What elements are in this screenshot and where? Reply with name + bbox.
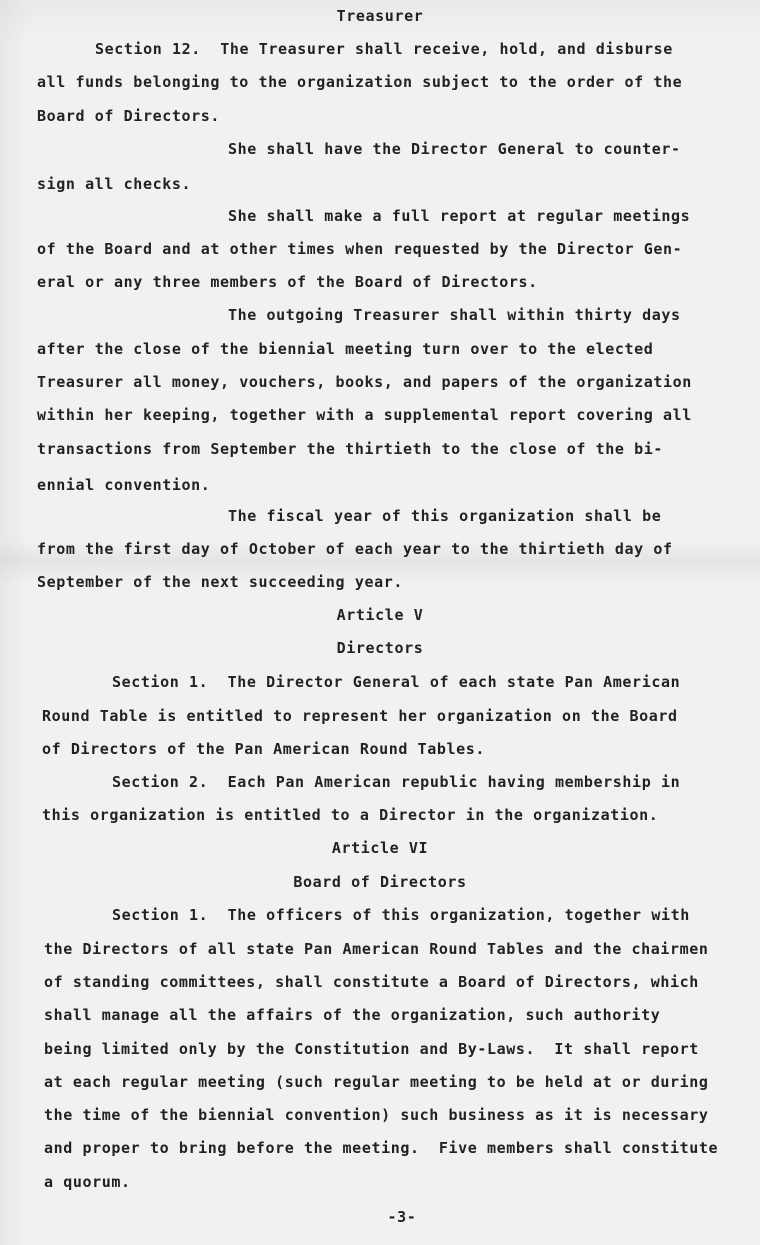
text-line: sign all checks. [37, 175, 192, 193]
text-line: September of the next succeeding year. [37, 573, 403, 591]
text-line: Treasurer all money, vouchers, books, and papers of the organization [37, 373, 692, 391]
text-line: Section 2. Each Pan American republic having membership in [112, 773, 681, 791]
text-line: all funds belonging to the organization subject to the order of the [37, 73, 683, 91]
text-line: this organization is entitled to a Director in the organization. [42, 806, 659, 824]
text-line: at each regular meeting (such regular meeting to be held at or during [44, 1073, 709, 1091]
text-line: Round Table is entitled to represent her organization on the Board [42, 707, 678, 725]
text-line: a quorum. [44, 1173, 131, 1191]
text-line: The outgoing Treasurer shall within thirty days [228, 306, 681, 324]
text-line: ennial convention. [37, 476, 211, 494]
text-line: Section 12. The Treasurer shall receive, hold, and disburse [95, 40, 673, 58]
text-line: of the Board and at other times when requested by the Director Gen- [37, 240, 683, 258]
text-line: Section 1. The Director General of each state Pan American [112, 673, 681, 691]
text-line: eral or any three members of the Board of Directors. [37, 273, 538, 291]
text-line: within her keeping, together with a supplemental report covering all [37, 406, 692, 424]
text-line: the Directors of all state Pan American Round Tables and the chairmen [44, 940, 709, 958]
text-line: being limited only by the Constitution and By-Laws. It shall report [44, 1040, 699, 1058]
text-line: She shall make a full report at regular meetings [228, 207, 691, 225]
text-line: The fiscal year of this organization shall be [228, 507, 662, 525]
heading-board-of-directors: Board of Directors [293, 873, 467, 891]
heading-treasurer: Treasurer [336, 7, 424, 25]
heading-article-vi: Article VI [331, 839, 429, 857]
text-line: the time of the biennial convention) such business as it is necessary [44, 1106, 709, 1124]
text-line: after the close of the biennial meeting turn over to the elected [37, 340, 654, 358]
text-line: from the first day of October of each year to the thirtieth day of [37, 540, 673, 558]
text-line: Section 1. The officers of this organization, together with [112, 906, 690, 924]
text-line: of Directors of the Pan American Round Tables. [42, 740, 486, 758]
text-line: She shall have the Director General to counter- [228, 140, 681, 158]
text-line: and proper to bring before the meeting. Five members shall constitute [44, 1139, 719, 1157]
text-line: of standing committees, shall constitute a Board of Directors, which [44, 973, 699, 991]
page-number: -3- [387, 1208, 417, 1226]
heading-article-v: Article V [336, 606, 424, 624]
heading-directors: Directors [336, 639, 424, 657]
text-line: Board of Directors. [37, 107, 220, 125]
text-line: transactions from September the thirtieth to the close of the bi- [37, 440, 663, 458]
text-line: shall manage all the affairs of the organization, such authority [44, 1006, 661, 1024]
